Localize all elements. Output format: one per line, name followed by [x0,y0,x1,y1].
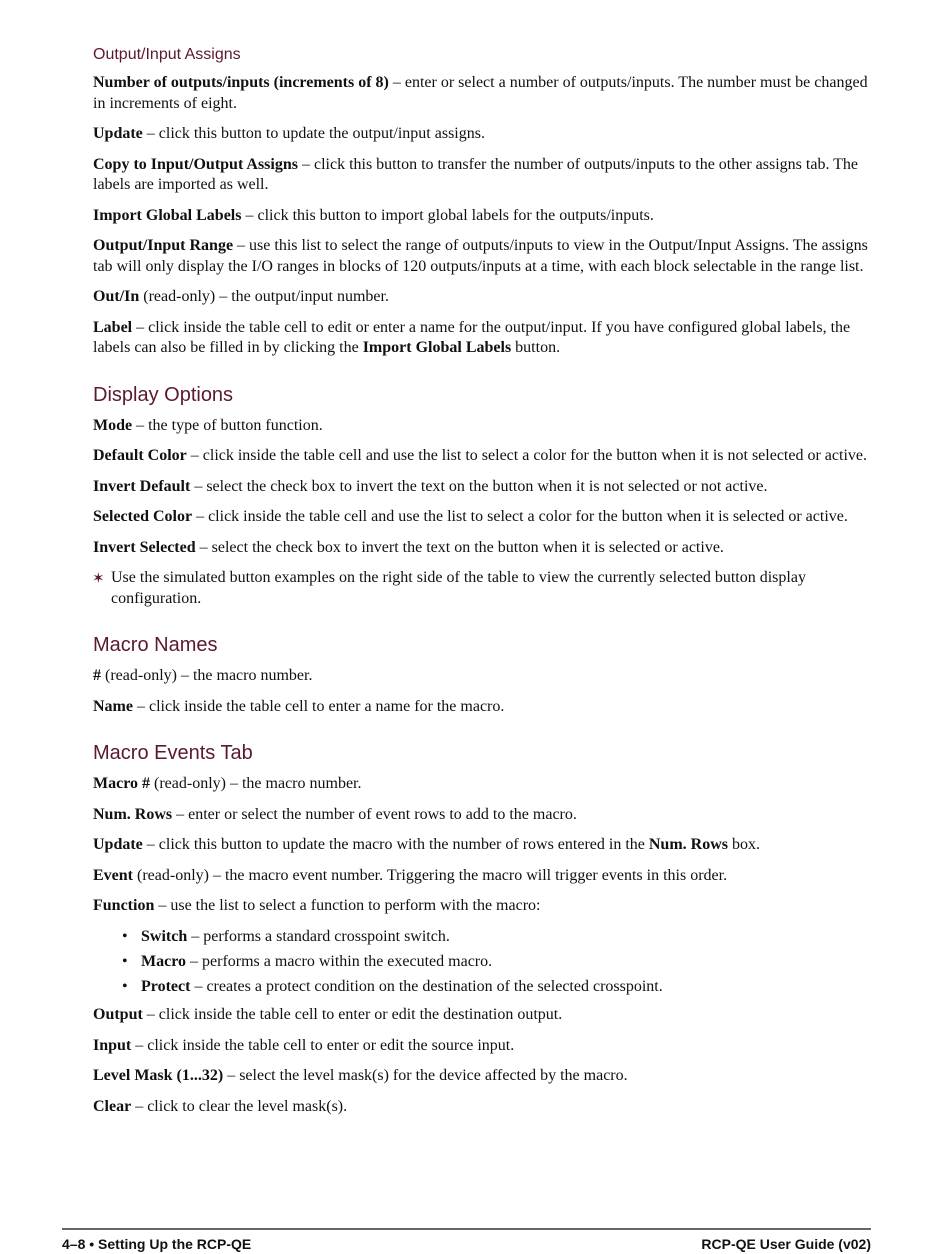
paragraph-invert-default: Invert Default – select the check box to invert the text on the button when it is not selected or not active. [93,477,768,495]
paragraph-level-mask: Level Mask (1...32) – select the level mask(s) for the device affected by the macro. [93,1067,628,1084]
section-heading-display-options: Display Options [93,383,234,406]
paragraph-import-global-labels: Import Global Labels – click this button to import global labels for the outputs/inputs. [93,206,654,224]
paragraph-output-input-range: Output/Input Range – use this list to select the range of outputs/inputs to view in the Output/Input Assigns. The assigns tab will only display the I/O ranges in blocks of 120 outputs/inputs at a time, with each block selectable in the range list. [93,237,868,275]
paragraph-number-of-outputs: Number of outputs/inputs (increments of 8) – enter or select a number of outputs/inputs. The number must be changed in increments of eight. [93,74,868,112]
paragraph-out-in: Out/In (read-only) – the output/input number. [93,288,389,305]
paragraph-clear: Clear – click to clear the level mask(s). [93,1097,348,1115]
subsection-heading-output-input-assigns: Output/Input Assigns [93,46,241,63]
paragraph-output: Output – click inside the table cell to enter or edit the destination output. [93,1006,563,1023]
paragraph-num-rows: Num. Rows – enter or select the number of event rows to add to the macro. [93,805,577,823]
bullet-icon: • [122,952,128,970]
section-heading-macro-names: Macro Names [93,634,218,656]
paragraph-macro-update: Update – click this button to update the macro with the number of rows entered in the Num. Rows box. [93,836,760,853]
footer-guide-title: RCP-QE User Guide (v02) [701,1236,871,1252]
list-item: • Macro – performs a macro within the executed macro. [93,952,871,973]
bullet-icon: • [122,977,128,995]
page-content [93,44,871,1127]
footer-page-label: 4–8 • Setting Up the RCP-QE [62,1236,252,1252]
list-item: • Switch – performs a standard crosspoint switch. [93,927,871,948]
star-icon: ✶ [92,569,105,587]
footer-divider [62,1228,871,1230]
paragraph-invert-selected: Invert Selected – select the check box to invert the text on the button when it is selected or active. [93,538,724,556]
tip-note: ✶ Use the simulated button examples on the right side of the table to view the currently selected button display configuration. [92,569,806,607]
section-heading-macro-events-tab: Macro Events Tab [93,742,253,764]
function-bullet-list [93,927,871,998]
paragraph-update: Update – click this button to update the output/input assigns. [93,125,485,142]
paragraph-macro-hash: Macro # (read-only) – the macro number. [93,775,362,792]
list-item: • Protect – creates a protect condition on the destination of the selected crosspoint. [93,977,871,998]
page-footer [62,1236,871,1252]
paragraph-selected-color: Selected Color – click inside the table cell and use the list to select a color for the button when it is selected or active. [93,508,848,525]
paragraph-label: Label – click inside the table cell to edit or enter a name for the output/input. If you have configured global labels, the labels can also be filled in by clicking the Import Global Labels button. [93,318,851,356]
paragraph-macro-name: Name – click inside the table cell to enter a name for the macro. [93,697,505,715]
paragraph-copy-to-assigns: Copy to Input/Output Assigns – click this button to transfer the number of outputs/inputs to the other assigns tab. The labels are imported as well. [93,155,859,193]
paragraph-function: Function – use the list to select a function to perform with the macro: [93,897,541,914]
paragraph-macro-number: # (read-only) – the macro number. [93,667,313,684]
paragraph-input: Input – click inside the table cell to enter or edit the source input. [93,1036,515,1054]
bullet-icon: • [122,927,128,945]
paragraph-default-color: Default Color – click inside the table cell and use the list to select a color for the button when it is not selected or active. [93,447,867,464]
paragraph-event: Event (read-only) – the macro event number. Triggering the macro will trigger events in this order. [93,866,728,884]
paragraph-mode: Mode – the type of button function. [93,416,323,434]
